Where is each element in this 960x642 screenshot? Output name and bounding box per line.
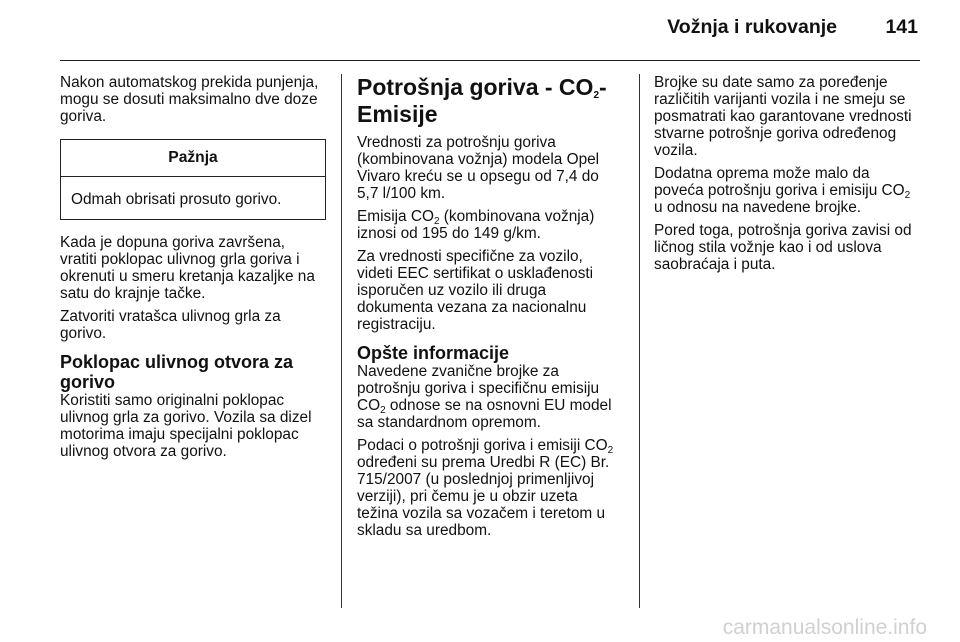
caution-note xyxy=(60,139,326,220)
subscript: 2 xyxy=(607,445,614,456)
paragraph xyxy=(357,437,623,539)
section-title xyxy=(357,74,623,128)
column-divider-2 xyxy=(639,74,640,608)
paragraph xyxy=(357,208,623,242)
text: Navedene zvanične brojke za potrošnju goriva i specifičnu emisiju CO xyxy=(357,363,600,414)
watermark: carmanualsonline.info xyxy=(722,616,927,639)
title-text-end: -Emisije xyxy=(357,74,607,127)
text: odnose se na osnovni EU model sa standardnom opremom. xyxy=(357,397,612,431)
subscript: 2 xyxy=(380,405,386,416)
column-3 xyxy=(654,74,922,279)
header-rule xyxy=(60,60,920,61)
note-title: Pažnja xyxy=(61,140,325,177)
title-subscript: 2 xyxy=(593,90,599,101)
column-2 xyxy=(357,74,623,545)
paragraph: Pored toga, potrošnja goriva zavisi od ličnog stila vožnje kao i od uslova saobraćaja i puta. xyxy=(654,222,912,273)
paragraph: Vrednosti za potrošnju goriva (kombinovana vožnja) modela Opel Vivaro kreću se u opsegu od 7,4 do 5,7 l/100 km. xyxy=(357,134,600,202)
text: u odnosu na navedene brojke. xyxy=(654,199,862,216)
column-1 xyxy=(60,74,326,466)
paragraph: Brojke su date samo za poređenje različitih varijanti vozila i ne smeju se posmatrati kao garantovane vrednosti stvarne potrošnje goriva određenog vozila. xyxy=(654,74,912,159)
paragraph: Za vrednosti specifične za vozilo, videti EEC sertifikat o usklađenosti isporučen uz vozilo ili druga dokumenta vezana za nacionalnu registraciju. xyxy=(357,248,594,333)
text: (kombinovana vožnja) iznosi od 195 do 149 g/km. xyxy=(357,208,595,242)
section-heading: Poklopac ulivnog otvora za gorivo xyxy=(60,352,294,392)
paragraph: Nakon automatskog prekida punjenja, mogu se dosuti maksimalno dve doze goriva. xyxy=(60,74,319,125)
subscript: 2 xyxy=(904,190,911,201)
paragraph xyxy=(357,363,623,431)
header-title: Vožnja i rukovanje xyxy=(667,16,837,38)
text: Podaci o potrošnji goriva i emisiji CO xyxy=(357,437,608,454)
text: Dodatna oprema može malo da poveća potrošnju goriva i emisiju CO xyxy=(654,165,905,199)
page-number: 141 xyxy=(885,16,918,38)
subscript: 2 xyxy=(433,216,440,227)
paragraph xyxy=(654,165,922,216)
note-body: Odmah obrisati prosuto gorivo. xyxy=(71,191,282,208)
column-divider-1 xyxy=(341,74,342,608)
paragraph: Zatvoriti vratašca ulivnog grla za gorivo. xyxy=(60,308,281,342)
paragraph: Kada je dopuna goriva završena, vratiti poklopac ulivnog grla goriva i okrenuti u smeru kretanja kazaljke na satu do krajnje tačke. xyxy=(60,234,315,302)
section-heading: Opšte informacije xyxy=(357,343,510,363)
paragraph: Koristiti samo originalni poklopac ulivnog grla za gorivo. Vozila sa dizel motorima imaju specijalni poklopac ulivnog otvora za gorivo. xyxy=(60,392,312,460)
text: Emisija CO xyxy=(357,208,434,225)
title-text: Potrošnja goriva - CO xyxy=(357,74,594,100)
text: određeni su prema Uredbi R (EC) Br. 715/2007 (u poslednjoj primenljivoj verziji), pri čemu je u obzir uzeta težina vozila sa vozačem i teretom u skladu sa uredbom. xyxy=(357,454,610,539)
